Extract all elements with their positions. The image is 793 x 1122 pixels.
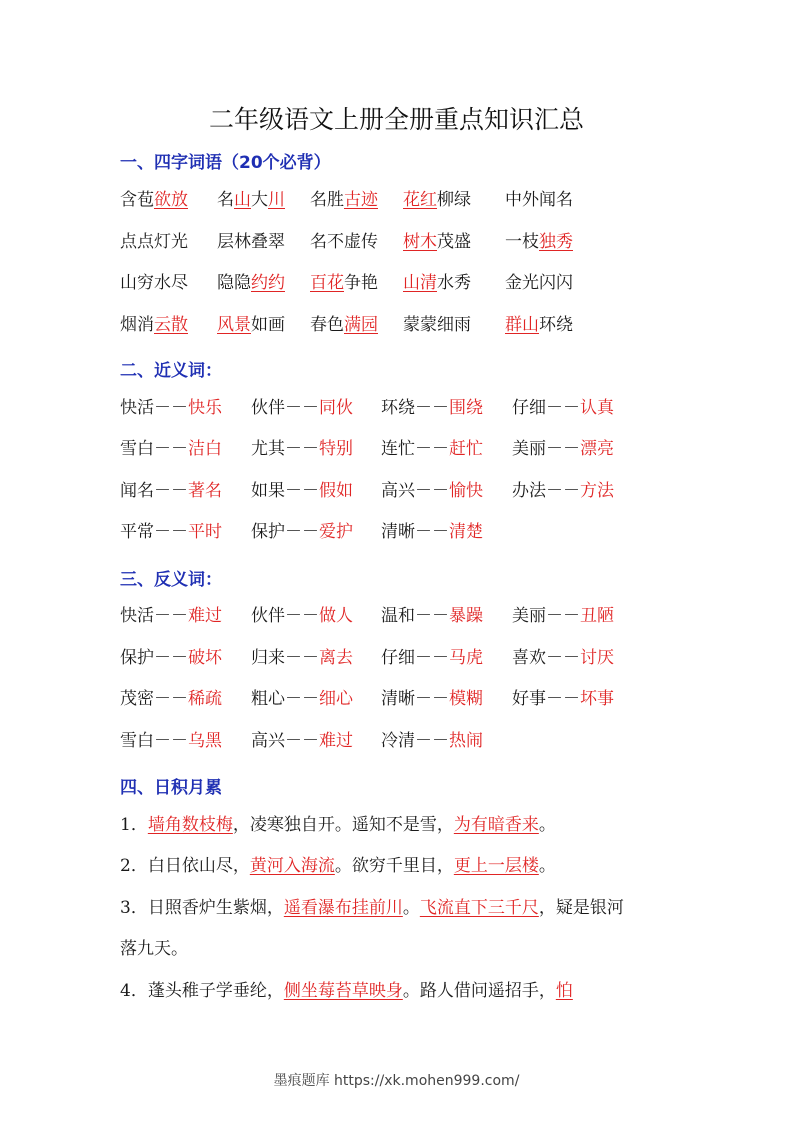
word-text: 蒙蒙细雨 xyxy=(403,315,471,335)
pair-separator: －－ xyxy=(415,522,449,542)
word-item xyxy=(217,185,285,215)
pair-answer: 热闹 xyxy=(449,731,483,751)
poem-number: 1． xyxy=(120,815,148,835)
pair-separator: －－ xyxy=(154,689,188,709)
pair-separator: －－ xyxy=(154,439,188,459)
pair-answer: 细心 xyxy=(319,689,353,709)
pair-separator: －－ xyxy=(546,481,580,501)
pair-answer: 讨厌 xyxy=(580,648,614,668)
pair-separator: －－ xyxy=(285,606,319,626)
pair-answer: 坏事 xyxy=(580,689,614,709)
pair-answer: 漂亮 xyxy=(580,439,614,459)
pair-word: 尤其 xyxy=(251,439,285,459)
word-text: 柳绿 xyxy=(437,190,471,210)
pair-answer: 方法 xyxy=(580,481,614,501)
pair-answer: 平时 xyxy=(188,522,222,542)
pair-word: 雪白 xyxy=(120,731,154,751)
pair-separator: －－ xyxy=(546,439,580,459)
word-fill-blank: 川 xyxy=(268,190,285,210)
pair-word: 喜欢 xyxy=(512,648,546,668)
word-item xyxy=(505,227,573,257)
word-item xyxy=(505,310,573,340)
poem-number: 3． xyxy=(120,898,148,918)
word-item xyxy=(310,268,378,298)
poem-text: 。欲穷千里目， xyxy=(334,856,454,876)
word-pair xyxy=(381,517,483,547)
pair-separator: －－ xyxy=(415,606,449,626)
word-pair xyxy=(512,476,614,506)
pair-word: 伙伴 xyxy=(251,606,285,626)
word-item xyxy=(217,268,285,298)
word-fill-blank: 云散 xyxy=(154,315,188,335)
word-text: 名不虚传 xyxy=(310,232,378,252)
poem-text: ，疑是银河 xyxy=(538,898,624,918)
poem-text: 日照香炉生紫烟， xyxy=(147,898,284,918)
word-pair xyxy=(251,517,353,547)
word-item xyxy=(217,227,285,257)
pair-answer: 赶忙 xyxy=(449,439,483,459)
pair-separator: －－ xyxy=(285,689,319,709)
pair-separator: －－ xyxy=(415,439,449,459)
word-pair xyxy=(120,726,222,756)
pair-word: 快活 xyxy=(120,398,154,418)
pair-separator: －－ xyxy=(415,481,449,501)
pair-answer: 稀疏 xyxy=(188,689,222,709)
word-item xyxy=(310,185,378,215)
word-item xyxy=(403,310,471,340)
word-item xyxy=(403,227,471,257)
word-pair xyxy=(251,393,353,423)
pair-word: 环绕 xyxy=(381,398,415,418)
section-heading-four-char-words: 一、四字词语（20个必背） xyxy=(120,153,331,173)
poem-fill-blank: 怕 xyxy=(555,981,573,1001)
word-fill-blank: 百花 xyxy=(310,273,344,293)
footer-watermark: 墨痕题库 https://xk.mohen999.com/ xyxy=(273,1073,520,1089)
word-text: 如画 xyxy=(251,315,285,335)
word-fill-blank: 独秀 xyxy=(539,232,573,252)
word-text: 名胜 xyxy=(310,190,344,210)
pair-answer: 特别 xyxy=(319,439,353,459)
word-fill-blank: 古迹 xyxy=(344,190,378,210)
word-pair xyxy=(381,643,483,673)
pair-word: 连忙 xyxy=(381,439,415,459)
poem-fill-blank: 侧坐莓苔草映身 xyxy=(283,981,403,1001)
pair-separator: －－ xyxy=(546,689,580,709)
word-text: 大 xyxy=(251,190,268,210)
word-text: 水秀 xyxy=(437,273,471,293)
word-pair xyxy=(512,601,614,631)
pair-separator: －－ xyxy=(285,731,319,751)
pair-word: 办法 xyxy=(512,481,546,501)
word-fill-blank: 山清 xyxy=(403,273,437,293)
word-pair xyxy=(120,517,222,547)
pair-separator: －－ xyxy=(415,648,449,668)
word-item xyxy=(217,310,285,340)
pair-answer: 难过 xyxy=(319,731,353,751)
pair-separator: －－ xyxy=(154,481,188,501)
word-text: 茂盛 xyxy=(437,232,471,252)
word-fill-blank: 群山 xyxy=(505,315,539,335)
pair-word: 清晰 xyxy=(381,522,415,542)
pair-separator: －－ xyxy=(546,648,580,668)
pair-separator: －－ xyxy=(285,398,319,418)
word-item xyxy=(120,268,188,298)
pair-separator: －－ xyxy=(546,398,580,418)
pair-separator: －－ xyxy=(154,731,188,751)
word-text: 山穷水尽 xyxy=(120,273,188,293)
word-text: 中外闻名 xyxy=(505,190,573,210)
word-pair xyxy=(512,434,614,464)
pair-word: 保护 xyxy=(120,648,154,668)
poem-text: 。 xyxy=(538,856,556,876)
pair-word: 美丽 xyxy=(512,606,546,626)
pair-word: 冷清 xyxy=(381,731,415,751)
pair-separator: －－ xyxy=(285,439,319,459)
pair-word: 仔细 xyxy=(512,398,546,418)
word-fill-blank: 约约 xyxy=(251,273,285,293)
word-pair xyxy=(120,393,222,423)
word-pair xyxy=(381,726,483,756)
pair-answer: 爱护 xyxy=(319,522,353,542)
word-pair xyxy=(512,684,614,714)
poem-text: 。 xyxy=(538,815,556,835)
pair-separator: －－ xyxy=(415,398,449,418)
pair-answer: 假如 xyxy=(319,481,353,501)
poem-fill-blank: 黄河入海流 xyxy=(249,856,335,876)
word-text: 一枝 xyxy=(505,232,539,252)
word-text: 烟消 xyxy=(120,315,154,335)
poem-fill-blank: 飞流直下三千尺 xyxy=(419,898,539,918)
word-fill-blank: 花红 xyxy=(403,190,437,210)
pair-separator: －－ xyxy=(154,606,188,626)
pair-separator: －－ xyxy=(154,648,188,668)
poem-line-2 xyxy=(120,851,556,881)
pair-word: 闻名 xyxy=(120,481,154,501)
word-pair xyxy=(120,601,222,631)
poem-fill-blank: 为有暗香来 xyxy=(453,815,539,835)
word-pair xyxy=(381,476,483,506)
word-pair xyxy=(120,684,222,714)
word-item xyxy=(505,268,573,298)
word-pair xyxy=(120,434,222,464)
word-pair xyxy=(251,726,353,756)
pair-answer: 马虎 xyxy=(449,648,483,668)
poem-line-1 xyxy=(120,810,556,840)
word-pair xyxy=(381,393,483,423)
pair-answer: 著名 xyxy=(188,481,222,501)
pair-answer: 丑陋 xyxy=(580,606,614,626)
pair-separator: －－ xyxy=(285,481,319,501)
pair-answer: 同伙 xyxy=(319,398,353,418)
word-pair xyxy=(251,643,353,673)
word-text: 环绕 xyxy=(539,315,573,335)
word-fill-blank: 风景 xyxy=(217,315,251,335)
word-text: 隐隐 xyxy=(217,273,251,293)
word-pair xyxy=(120,476,222,506)
word-item xyxy=(505,185,573,215)
pair-separator: －－ xyxy=(154,522,188,542)
poem-text: 蓬头稚子学垂纶， xyxy=(147,981,284,1001)
word-text: 金光闪闪 xyxy=(505,273,573,293)
pair-word: 雪白 xyxy=(120,439,154,459)
pair-separator: －－ xyxy=(285,648,319,668)
poem-text: ，凌寒独自开。遥知不是雪， xyxy=(232,815,454,835)
word-fill-blank: 树木 xyxy=(403,232,437,252)
pair-answer: 快乐 xyxy=(188,398,222,418)
pair-word: 清晰 xyxy=(381,689,415,709)
pair-answer: 乌黑 xyxy=(188,731,222,751)
pair-word: 保护 xyxy=(251,522,285,542)
poem-fill-blank: 遥看瀑布挂前川 xyxy=(283,898,403,918)
word-item xyxy=(120,185,188,215)
word-text: 层林叠翠 xyxy=(217,232,285,252)
word-pair xyxy=(120,643,222,673)
word-item xyxy=(403,185,471,215)
poem-text: 白日依山尽， xyxy=(147,856,250,876)
word-fill-blank: 山 xyxy=(234,190,251,210)
pair-separator: －－ xyxy=(415,689,449,709)
pair-separator: －－ xyxy=(546,606,580,626)
word-pair xyxy=(381,434,483,464)
word-text: 点点灯光 xyxy=(120,232,188,252)
pair-word: 美丽 xyxy=(512,439,546,459)
pair-word: 茂密 xyxy=(120,689,154,709)
word-pair xyxy=(251,601,353,631)
poem-fill-blank: 更上一层楼 xyxy=(453,856,539,876)
poem-fill-blank: 墙角数枝梅 xyxy=(147,815,233,835)
pair-word: 平常 xyxy=(120,522,154,542)
pair-answer: 破坏 xyxy=(188,648,222,668)
pair-answer: 做人 xyxy=(319,606,353,626)
pair-separator: －－ xyxy=(285,522,319,542)
word-item xyxy=(310,310,378,340)
word-pair xyxy=(251,684,353,714)
pair-word: 温和 xyxy=(381,606,415,626)
word-pair xyxy=(512,393,614,423)
pair-word: 高兴 xyxy=(381,481,415,501)
word-pair xyxy=(512,643,614,673)
poem-number: 2． xyxy=(120,856,148,876)
poem-line-3 xyxy=(120,893,624,923)
poem-text: 。路人借问遥招手， xyxy=(402,981,556,1001)
poem-text: 落九天。 xyxy=(120,939,188,959)
word-text: 争艳 xyxy=(344,273,378,293)
word-pair xyxy=(251,434,353,464)
pair-answer: 清楚 xyxy=(449,522,483,542)
pair-separator: －－ xyxy=(415,731,449,751)
pair-answer: 认真 xyxy=(580,398,614,418)
word-item xyxy=(120,227,188,257)
word-text: 名 xyxy=(217,190,234,210)
pair-word: 高兴 xyxy=(251,731,285,751)
pair-answer: 洁白 xyxy=(188,439,222,459)
word-pair xyxy=(381,601,483,631)
word-pair xyxy=(251,476,353,506)
page-title: 二年级语文上册全册重点知识汇总 xyxy=(208,105,584,134)
poem-number: 4． xyxy=(120,981,148,1001)
word-item xyxy=(120,310,188,340)
poem-line-3-continued xyxy=(120,934,188,964)
poem-text: 。 xyxy=(402,898,420,918)
pair-word: 如果 xyxy=(251,481,285,501)
word-fill-blank: 欲放 xyxy=(154,190,188,210)
section-heading-daily-accumulation: 四、日积月累 xyxy=(120,778,222,798)
pair-answer: 围绕 xyxy=(449,398,483,418)
pair-word: 归来 xyxy=(251,648,285,668)
word-fill-blank: 满园 xyxy=(344,315,378,335)
section-heading-synonyms: 二、近义词： xyxy=(120,361,222,381)
word-text: 含苞 xyxy=(120,190,154,210)
word-text: 春色 xyxy=(310,315,344,335)
pair-word: 粗心 xyxy=(251,689,285,709)
word-pair xyxy=(381,684,483,714)
pair-answer: 离去 xyxy=(319,648,353,668)
pair-answer: 愉快 xyxy=(449,481,483,501)
pair-word: 伙伴 xyxy=(251,398,285,418)
section-heading-antonyms: 三、反义词： xyxy=(120,570,222,590)
pair-separator: －－ xyxy=(154,398,188,418)
poem-line-4 xyxy=(120,976,573,1006)
pair-word: 快活 xyxy=(120,606,154,626)
pair-word: 好事 xyxy=(512,689,546,709)
word-item xyxy=(403,268,471,298)
word-item xyxy=(310,227,378,257)
pair-answer: 暴躁 xyxy=(449,606,483,626)
pair-answer: 模糊 xyxy=(449,689,483,709)
pair-word: 仔细 xyxy=(381,648,415,668)
pair-answer: 难过 xyxy=(188,606,222,626)
